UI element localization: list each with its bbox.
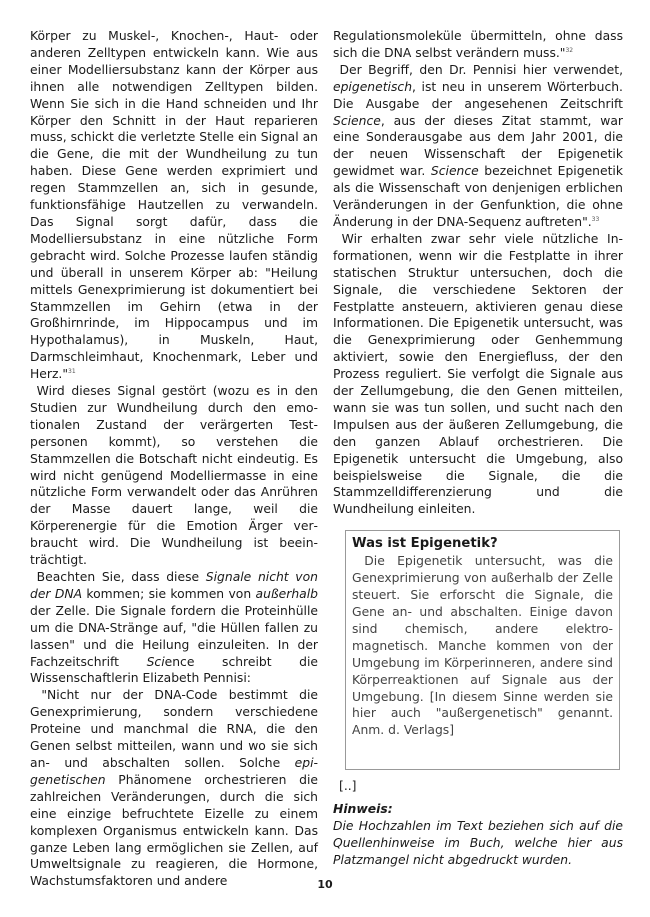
right-column	[333, 28, 623, 869]
hint-note	[333, 801, 623, 869]
hint-text: Die Hochzahlen im Text beziehen sich auf die Quellenhinweise im Buch, welche hier aus Platzmangel nicht abgedruckt wurden.	[333, 819, 623, 867]
paragraph: Wir erhalten zwar sehr viele nützliche Informationen, wenn wir die Festplatte in ihrer statischen Struktur untersuchen, doch die Signale, die verschiedene Sektoren der Festplatte ansteuern, aktivieren genau diese Informationen. Die Epigenetik untersucht, was die Genexprimierung oder Genhemmung aktiviert, sowie den Energiefluss, der den Prozess reguliert. Sie verfolgt die Signale aus der Zellumgebung, die den Genen mitteilen, wann sie was tun sollen, und sucht nach den Impulsen aus der äußeren Zellumgebung, die den ganzen Ablauf orchestrieren. Die Epigenetik untersucht die Umgebung, also beispielsweise die Signale, die die Stammzelldifferenzierung und die Wundheilung einleiten.	[333, 231, 623, 517]
info-box-title: Was ist Epigenetik?	[352, 536, 498, 552]
footnote-ref: 31	[68, 368, 76, 376]
footnote-ref: 33	[591, 215, 600, 223]
paragraph: "Nicht nur der DNA-Code bestimmt die Genexprimierung, sondern verschiedene Proteine und manchmal die RNA, die den Genen selbst mitteilen, wann und wo sie sich an- und abschalten sollen. Solche epigenetischen Phänomene orchestrieren die zahlreichen Veränderungen, durch die sich eine einzige befruchtete Eizelle zu einem komplexen Organismus entwickeln kann. Das ganze Leben lang ermöglichen sie Zellen, auf Umweltsignale zu reagieren, die Hormone, Wachstumsfaktoren und andere	[30, 688, 318, 889]
paragraph: Körper zu Muskel-, Knochen-, Haut- oder anderen Zelltypen entwickeln kann. Wie aus einer Modelliersubstanz kann der Körper aus ihnen alle notwendigen Zelltypen bilden. Wenn Sie sich in die Hand schneiden und Ihr Körper den Schnitt in der Haut reparieren muss, schickt die verletzte Stelle ein Signal an die Gene, die mit der Wundheilung zu tun haben. Diese Gene werden exprimiert und regen Stammzellen an, sich in gesunde, funktionsfähige Hautzellen zu verwandeln. Das Signal sorgt dafür, dass die Modelliersubstanz in eine nützliche Form gebracht wird. Solche Prozesse laufen ständig und überall in unserem Körper ab: "Heilung mittels Genexprimierung ist dokumentiert bei Stammzellen im Gehirn (etwa in der Großhirnrinde, im Hippocampus und im Hypothalamus), in Muskeln, Haut, Darmschleimhaut, Knochenmark, Leber und Herz."$^{31}$	[30, 29, 318, 382]
left-column	[30, 28, 318, 890]
paragraph: Beachten Sie, dass diese Signale nicht von der DNA kommen; sie kommen von außerhalb der Zelle. Die Signale fordern die Proteinhülle um die DNA-Stränge auf, "die Hüllen fallen zu lassen" und die Heilung einzuleiten. In der Fachzeitschrift Science schreibt die Wissenschaftlerin Elizabeth Pennisi:	[30, 570, 318, 686]
paragraph: Der Begriff, den Dr. Pennisi hier verwendet, epigenetisch, ist neu in unserem Wörterbuch. Die Ausgabe der angesehenen Zeitschrift Science, aus der dieses Zitat stammt, war eine Sonderausgabe aus dem Jahr 2001, die der neuen Wissenschaft der Epigenetik gewidmet war. Science bezeichnet Epigenetik als die Wissenschaft von denjenigen erblichen Veränderungen in der Genfunktion, die ohne Änderung in der DNA-Sequenz auftreten".$^{33}$	[333, 62, 623, 229]
info-box-body: Die Epigenetik untersucht, was die Genexprimierung von außerhalb der Zelle steuert. Sie erforscht die Signale, die Gene an- und abschalten. Einige davon sind chemisch, andere elektromagnetisch. Manche kommen von der Umgebung im Körperinneren, andere sind Körperreaktionen auf Signale aus der Umgebung. [In diesem Sinne werden sie hier auch "außergenetisch" genannt. Anm. d. Verlags]	[352, 554, 613, 738]
footnote-ref: 32	[565, 46, 574, 54]
paragraph: Wird dieses Signal gestört (wozu es in den Studien zur Wundheilung durch den emotionalen Zustand der verärgerten Testpersonen kommt), so verstehen die Stammzellen die Botschaft nicht eindeutig. Es wird nicht genügend Modelliermasse in eine nützliche Form verwandelt oder das Anrühren der Masse dauert lange, weil die Körperenergie für die Emotion Ärger verbraucht wird. Die Wundheilung ist beeinträchtigt.	[30, 384, 318, 568]
hint-title: Hinweis:	[333, 802, 393, 817]
page-number: 10	[317, 878, 333, 891]
paragraph: Regulationsmoleküle übermitteln, ohne dass sich die DNA selbst verändern muss."$^{32}$	[333, 29, 623, 60]
info-box	[345, 530, 620, 770]
omission-marker: [..]	[339, 779, 357, 794]
